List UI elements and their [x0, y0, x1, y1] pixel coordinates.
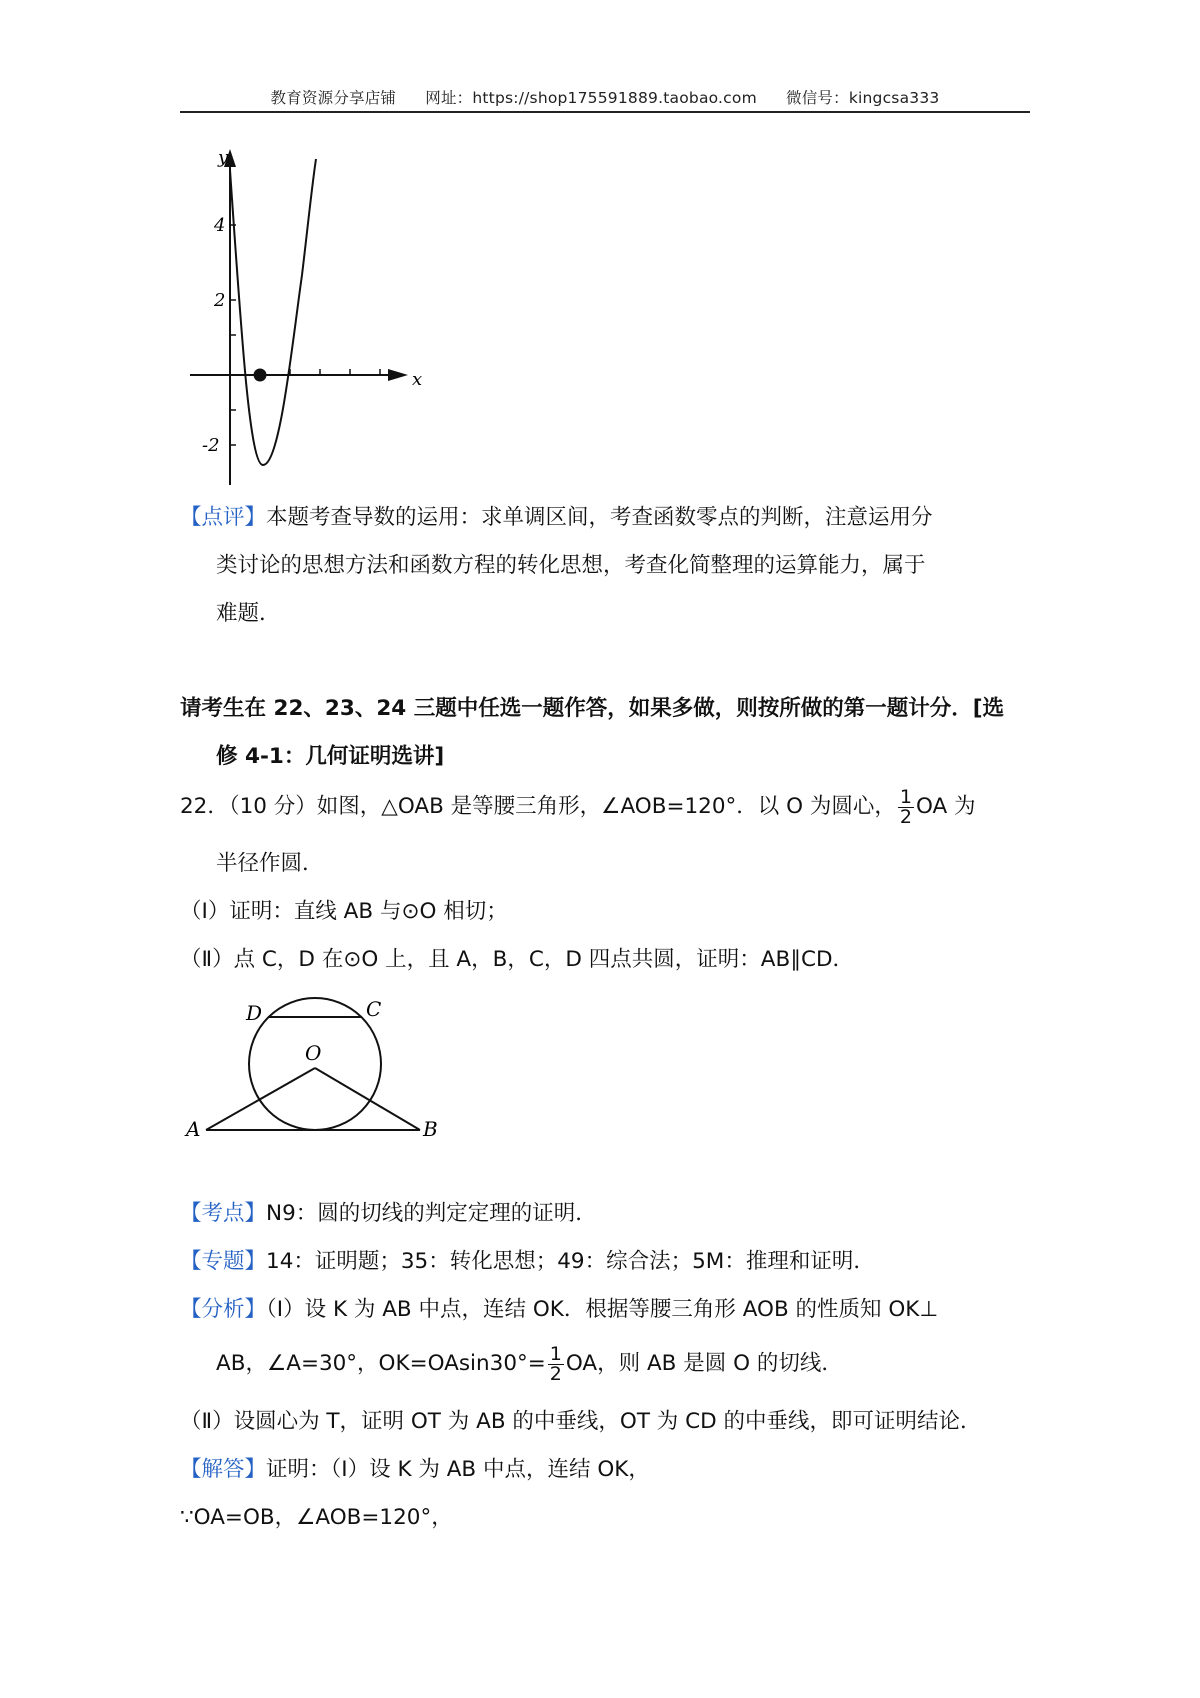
label-O: O — [305, 1041, 322, 1065]
instruction-line-1: 请考生在 22、23、24 三题中任选一题作答，如果多做，则按所做的第一题计分．[选 — [180, 696, 1005, 721]
review-line-1 — [180, 494, 933, 542]
problem-part-1: （Ⅰ）证明：直线 AB 与⊙O 相切； — [180, 899, 508, 924]
tick-label-2: 2 — [214, 290, 226, 311]
jieda-line-2: ∵OA=OB，∠AOB=120°， — [180, 1505, 453, 1530]
instruction-line-2: 修 4-1：几何证明选讲] — [216, 744, 445, 769]
problem-text-1b: OA 为 — [915, 794, 976, 819]
problem-text-1a: 22．（10 分）如图，△OAB 是等腰三角形，∠AOB=120°．以 O 为圆心， — [180, 794, 896, 819]
fenxi-frac-num: 1 — [549, 1342, 562, 1365]
jieda-text-1: 证明：（Ⅰ）设 K 为 AB 中点，连结 OK， — [266, 1457, 650, 1482]
zhuanti-text: 14：证明题；35：转化思想；49：综合法；5M：推理和证明． — [266, 1249, 875, 1274]
header-divider — [180, 111, 1030, 113]
label-B: B — [423, 1117, 438, 1138]
review-line-3: 难题． — [216, 601, 281, 626]
problem-line-1 — [180, 783, 976, 831]
review-tag: 【点评】 — [180, 505, 267, 530]
fenxi-line-1 — [180, 1286, 938, 1334]
problem-frac-den: 2 — [899, 805, 912, 828]
jieda-line-1 — [180, 1446, 650, 1494]
fenxi-frac-den: 2 — [549, 1362, 562, 1385]
fenxi-text-1: （Ⅰ）设 K 为 AB 中点，连结 OK．根据等腰三角形 AOB 的性质知 OK⊥ — [266, 1297, 939, 1322]
shop-url: 网址：https://shop175591889.taobao.com — [425, 89, 757, 107]
zhuanti-line — [180, 1238, 875, 1286]
label-A: A — [186, 1117, 201, 1138]
jieda-tag: 【解答】 — [180, 1457, 267, 1482]
function-graph — [180, 145, 430, 490]
fenxi-tag: 【分析】 — [180, 1297, 267, 1322]
wechat-id: 微信号：kingcsa333 — [786, 89, 940, 107]
kaodian-line — [180, 1190, 597, 1238]
kaodian-text: N9：圆的切线的判定定理的证明． — [266, 1201, 597, 1226]
page-header — [180, 86, 1030, 108]
review-text-1: 本题考查导数的运用：求单调区间，考查函数零点的判断，注意运用分 — [266, 505, 933, 530]
label-D: D — [246, 1001, 263, 1025]
circle-triangle-figure — [180, 988, 440, 1138]
review-line-2: 类讨论的思想方法和函数方程的转化思想，考查化简整理的运算能力，属于 — [216, 553, 926, 578]
zhuanti-tag: 【专题】 — [180, 1249, 267, 1274]
tick-label-neg2: -2 — [202, 435, 220, 456]
fenxi-fraction — [548, 1342, 564, 1385]
label-C: C — [366, 997, 382, 1021]
shop-name: 教育资源分享店铺 — [270, 89, 397, 107]
fenxi-text-2a: AB，∠A=30°，OK=OAsin30°= — [216, 1351, 546, 1376]
tick-label-4: 4 — [214, 215, 226, 236]
problem-line-2: 半径作圆． — [216, 851, 324, 876]
problem-fraction — [898, 785, 914, 828]
problem-part-2: （Ⅱ）点 C，D 在⊙O 上，且 A，B，C，D 四点共圆，证明：AB∥CD． — [180, 947, 855, 972]
x-axis-label: x — [412, 369, 423, 390]
fenxi-line-3: （Ⅱ）设圆心为 T，证明 OT 为 AB 的中垂线，OT 为 CD 的中垂线，即可证明结论． — [180, 1409, 982, 1434]
kaodian-tag: 【考点】 — [180, 1201, 267, 1226]
y-axis-label: y — [218, 147, 229, 168]
problem-frac-num: 1 — [899, 785, 912, 808]
fenxi-text-2b: OA，则 AB 是圆 O 的切线． — [565, 1351, 843, 1376]
fenxi-line-2 — [216, 1340, 843, 1388]
